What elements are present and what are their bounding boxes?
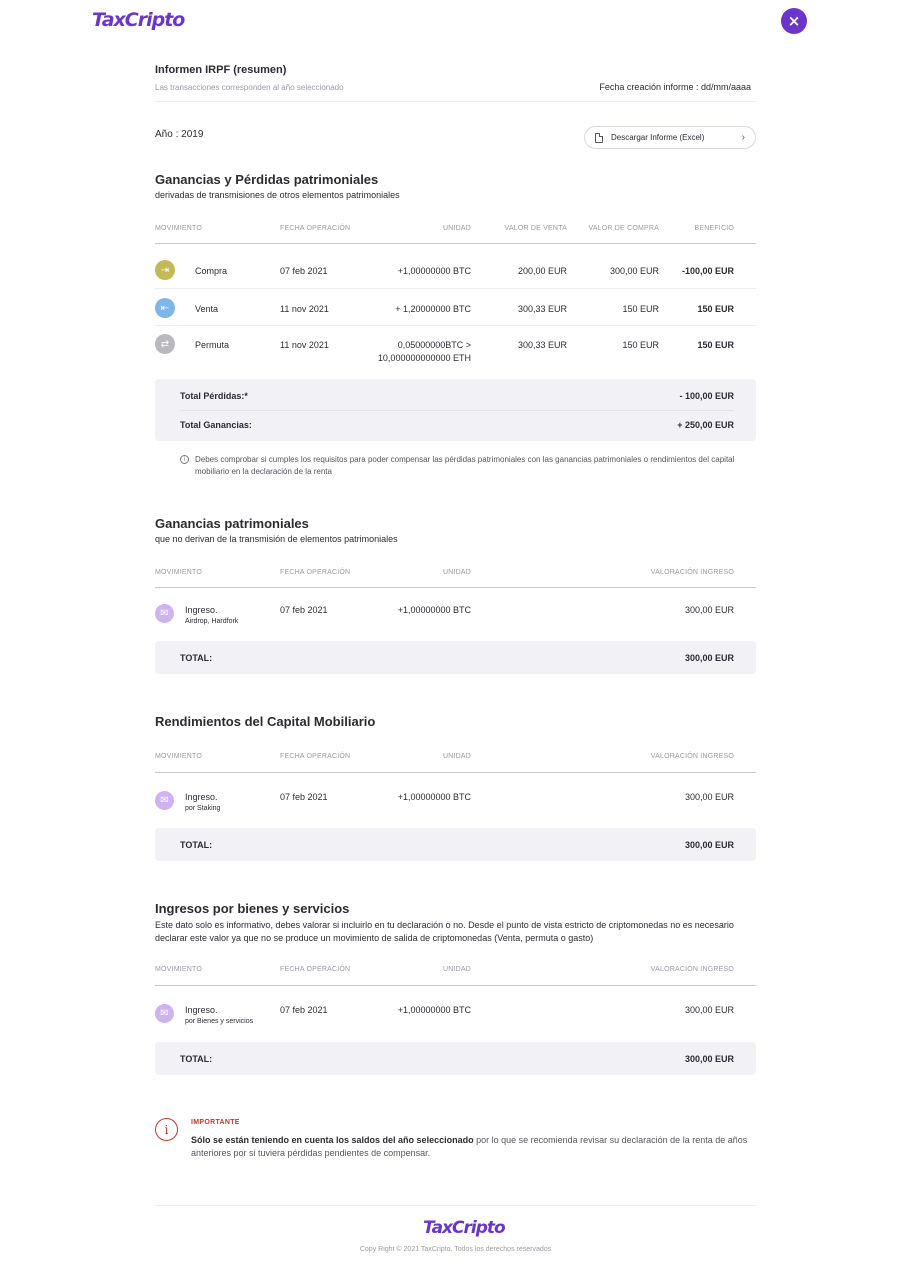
column-header: VALOR DE VENTA bbox=[504, 225, 567, 232]
column-header: MOVIMIENTO bbox=[155, 966, 202, 973]
sale-value: 200,00 EUR bbox=[517, 266, 567, 276]
movement-label: Venta bbox=[195, 304, 219, 314]
column-header: FECHA OPERACIÓN bbox=[280, 225, 351, 232]
movement-label: Ingreso. bbox=[185, 1005, 218, 1015]
table-header-rule bbox=[155, 587, 756, 588]
income-icon: ✉ bbox=[155, 791, 174, 810]
operation-date: 07 feb 2021 bbox=[280, 792, 328, 802]
year-label: Año : 2019 bbox=[155, 129, 204, 140]
total-label: TOTAL: bbox=[180, 840, 213, 850]
total-value: 300,00 EUR bbox=[684, 1054, 734, 1064]
section-subtitle: que no derivan de la transmisión de elementos patrimoniales bbox=[155, 534, 398, 544]
download-excel-button[interactable] bbox=[584, 126, 756, 149]
column-header: VALOR DE COMPRA bbox=[588, 225, 659, 232]
purchase-value: 150 EUR bbox=[622, 340, 659, 350]
movement-label: Permuta bbox=[195, 340, 230, 350]
movement-detail: por Staking bbox=[185, 805, 221, 812]
profit-value: 150 EUR bbox=[697, 304, 734, 314]
unit-value: +1,00000000 BTC bbox=[397, 792, 471, 802]
footer-divider bbox=[155, 1205, 756, 1206]
section-subtitle: Este dato solo es informativo, debes valorar si incluirlo en tu declaración o no. Desde el punto de vista estricto de criptomonedas no es necesario declarar este valor ya que no se produce un movimiento de salida de criptomonedas (Venta, permuta o gasto) bbox=[155, 920, 734, 943]
profit-value: -100,00 EUR bbox=[681, 266, 734, 276]
compensation-note: Debes comprobar si cumples los requisitos para poder compensar las pérdidas patrimoniales con las ganancias patrimoniales o rendimientos del capital mobiliario en la declaración de la renta bbox=[195, 455, 735, 476]
purchase-value: 300,00 EUR bbox=[609, 266, 659, 276]
profit-value: 150 EUR bbox=[697, 340, 734, 350]
row-divider bbox=[155, 288, 756, 289]
income-value: 300,00 EUR bbox=[684, 1005, 734, 1015]
column-header: VALORACIÓN INGRESO bbox=[650, 966, 734, 973]
total-label: TOTAL: bbox=[180, 653, 213, 663]
divider bbox=[155, 101, 756, 102]
operation-date: 11 nov 2021 bbox=[280, 340, 329, 350]
total-losses-label: Total Pérdidas:* bbox=[180, 391, 248, 401]
swap-icon: ⇄ bbox=[155, 334, 175, 354]
close-button[interactable]: × bbox=[781, 8, 807, 34]
important-rest-text: por lo que se recomienda revisar su declaración de la renta de años anteriores por si tuviera pérdidas pendientes de compensar. bbox=[191, 1135, 748, 1158]
movement-detail: Airdrop, Hardfork bbox=[185, 618, 239, 625]
totals-box bbox=[155, 641, 756, 674]
column-header: UNIDAD bbox=[442, 569, 471, 576]
sell-icon: ⇤ bbox=[155, 298, 175, 318]
table-header-rule bbox=[155, 243, 756, 244]
section-title-ganancias-perdidas: Ganancias y Pérdidas patrimoniales bbox=[155, 172, 379, 187]
copyright-text: Copy Right © 2021 TaxCripto. Todos los derechos reservados bbox=[359, 1246, 552, 1253]
unit-value-secondary: 10,000000000000 ETH bbox=[377, 353, 471, 363]
income-icon: ✉ bbox=[155, 604, 174, 623]
operation-date: 11 nov 2021 bbox=[280, 304, 329, 314]
income-value: 300,00 EUR bbox=[684, 605, 734, 615]
column-header: FECHA OPERACIÓN bbox=[280, 569, 351, 576]
table-header-rule bbox=[155, 772, 756, 773]
operation-date: 07 feb 2021 bbox=[280, 1005, 328, 1015]
unit-value: +1,00000000 BTC bbox=[397, 266, 471, 276]
column-header: MOVIMIENTO bbox=[155, 753, 202, 760]
totals-box bbox=[155, 828, 756, 861]
movement-label: Ingreso. bbox=[185, 605, 218, 615]
sale-value: 300,33 EUR bbox=[517, 304, 567, 314]
important-text bbox=[191, 1134, 751, 1160]
movement-detail: por Bienes y servicios bbox=[185, 1018, 254, 1025]
column-header: FECHA OPERACIÓN bbox=[280, 966, 351, 973]
download-label: Descargar Informe (Excel) bbox=[611, 133, 705, 142]
buy-icon: ⇥ bbox=[155, 260, 175, 280]
total-value: 300,00 EUR bbox=[684, 653, 734, 663]
income-value: 300,00 EUR bbox=[684, 792, 734, 802]
report-creation-date: Fecha creación informe : dd/mm/aaaa bbox=[599, 82, 751, 92]
column-header: UNIDAD bbox=[442, 225, 471, 232]
taxcripto-footer-logo: TaxCripto bbox=[423, 1218, 505, 1238]
info-icon: i bbox=[180, 455, 189, 464]
totals-box bbox=[155, 1042, 756, 1075]
section-subtitle: derivadas de transmisiones de otros elementos patrimoniales bbox=[155, 190, 400, 200]
document-icon bbox=[595, 133, 603, 143]
chevron-right-icon: › bbox=[741, 132, 745, 143]
table-header-rule bbox=[155, 985, 756, 986]
divider bbox=[180, 410, 734, 411]
total-label: TOTAL: bbox=[180, 1054, 213, 1064]
section-title-ingresos-bienes-servicios: Ingresos por bienes y servicios bbox=[155, 901, 350, 916]
movement-label: Compra bbox=[195, 266, 228, 276]
column-header: FECHA OPERACIÓN bbox=[280, 753, 351, 760]
report-title: Informen IRPF (resumen) bbox=[155, 64, 287, 76]
unit-value: + 1,20000000 BTC bbox=[395, 304, 471, 314]
movement-label: Ingreso. bbox=[185, 792, 218, 802]
purchase-value: 150 EUR bbox=[622, 304, 659, 314]
sale-value: 300,33 EUR bbox=[517, 340, 567, 350]
unit-value: 0,05000000BTC > bbox=[397, 340, 471, 350]
column-header: MOVIMIENTO bbox=[155, 569, 202, 576]
row-divider bbox=[155, 325, 756, 326]
total-gains-label: Total Ganancias: bbox=[180, 420, 252, 430]
section-title-rendimientos: Rendimientos del Capital Mobiliario bbox=[155, 714, 376, 729]
column-header: MOVIMIENTO bbox=[155, 225, 202, 232]
section-title-ganancias-patrimoniales: Ganancias patrimoniales bbox=[155, 516, 309, 531]
total-losses-value: - 100,00 EUR bbox=[679, 391, 734, 401]
taxcripto-logo: TaxCripto bbox=[92, 9, 185, 31]
operation-date: 07 feb 2021 bbox=[280, 266, 328, 276]
unit-value: +1,00000000 BTC bbox=[397, 1005, 471, 1015]
totals-box bbox=[155, 379, 756, 441]
operation-date: 07 feb 2021 bbox=[280, 605, 328, 615]
report-subtitle: Las transacciones corresponden al año seleccionado bbox=[155, 83, 344, 92]
important-bold-text: Sólo se están teniendo en cuenta los saldos del año seleccionado bbox=[191, 1135, 474, 1145]
income-icon: ✉ bbox=[155, 1004, 174, 1023]
column-header: VALORACIÓN INGRESO bbox=[650, 753, 734, 760]
column-header: BENEFICIO bbox=[694, 225, 734, 232]
warning-icon: i bbox=[155, 1118, 178, 1141]
unit-value: +1,00000000 BTC bbox=[397, 605, 471, 615]
total-gains-value: + 250,00 EUR bbox=[677, 420, 734, 430]
important-label: IMPORTANTE bbox=[191, 1119, 240, 1126]
column-header: VALORACIÓN INGRESO bbox=[650, 569, 734, 576]
total-value: 300,00 EUR bbox=[684, 840, 734, 850]
column-header: UNIDAD bbox=[442, 753, 471, 760]
column-header: UNIDAD bbox=[442, 966, 471, 973]
